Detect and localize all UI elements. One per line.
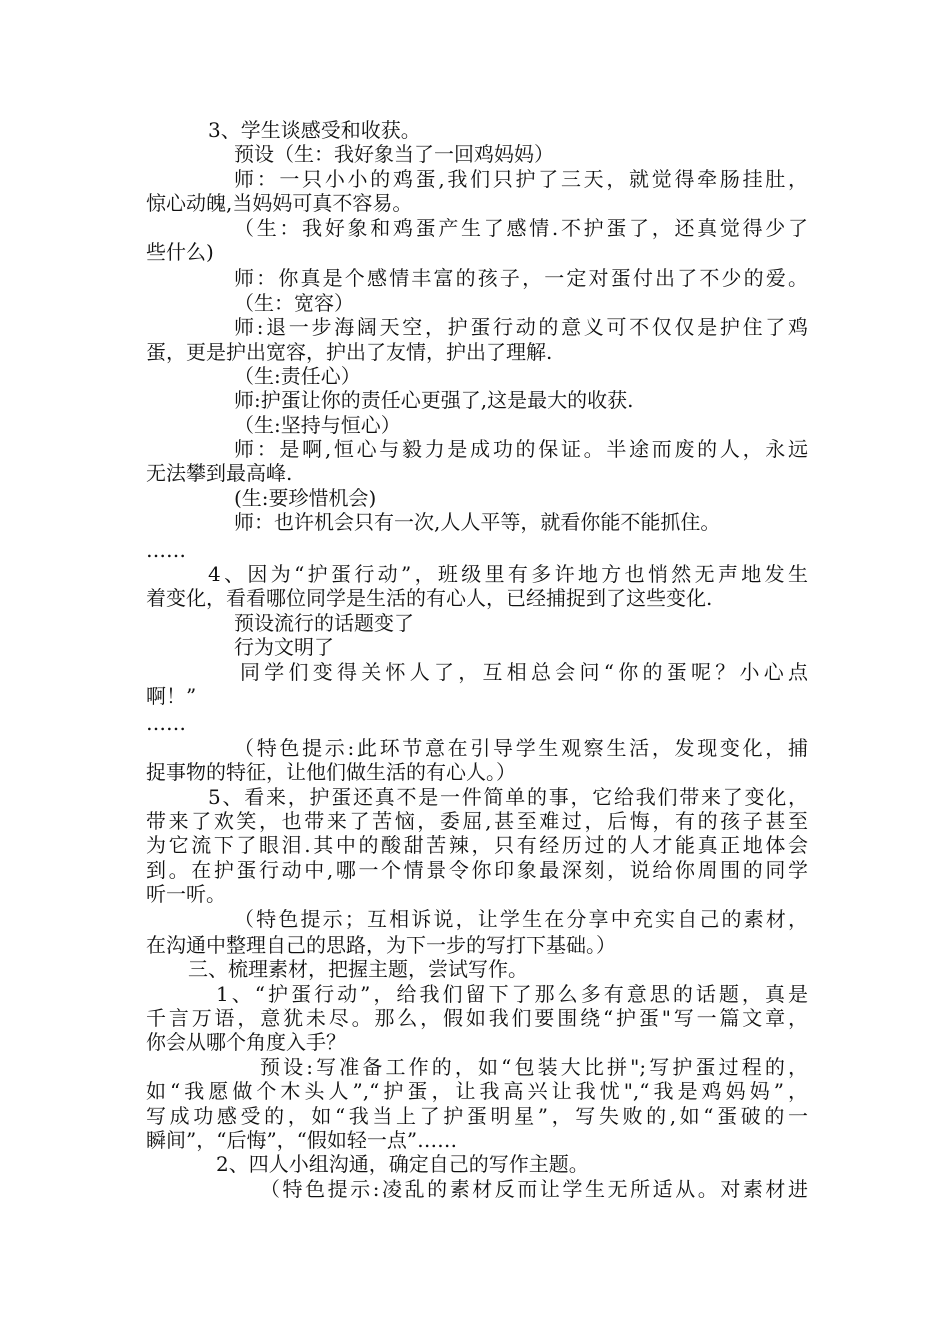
text-line: 带来了欢笑，也带来了苦恼，委屈,甚至难过，后悔，有的孩子甚至 [146,808,808,833]
text-line: 在沟通中整理自己的思路，为下一步的写打下基础。） [146,932,616,957]
text-line: （生:坚持与恒心） [234,412,401,437]
text-line: 2、四人小组沟通，确定自己的写作主题。 [216,1152,589,1177]
text-line: （特色提示:此环节意在引导学生观察生活，发现变化，捕 [234,735,808,760]
text-line: 4、因为“护蛋行动”，班级里有多许地方也悄然无声地发生 [208,562,808,587]
text-line: （特色提示:凌乱的素材反而让学生无所适从。对素材进 [260,1176,808,1201]
text-line: 千言万语，意犹未尽。那么，假如我们要围绕“护蛋"写一篇文章， [146,1006,808,1031]
text-line: 预设流行的话题变了 [234,610,414,635]
text-line: 预设:写准备工作的，如“包装大比拼";写护蛋过程的， [260,1054,808,1079]
text-line: …… [146,537,186,562]
text-line: 你会从哪个角度入手？ [146,1030,346,1055]
text-line: 同学们变得关怀人了，互相总会问“你的蛋呢？小心点 [240,659,808,684]
text-line: 为它流下了眼泪.其中的酸甜苦辣，只有经历过的人才能真正地体会 [146,833,808,858]
text-line: 5、看来，护蛋还真不是一件简单的事，它给我们带来了变化， [208,784,808,809]
text-line: 师:护蛋让你的责任心更强了,这是最大的收获. [234,388,634,413]
text-line: (生:要珍惜机会) [234,485,377,510]
text-line: 师：也许机会只有一次,人人平等，就看你能不能抓住。 [234,510,721,535]
text-line: 三、梳理素材，把握主题，尝试写作。 [188,957,528,982]
text-line: 师:退一步海阔天空，护蛋行动的意义可不仅仅是护住了鸡 [234,315,808,340]
text-line: 师：你真是个感情丰富的孩子，一定对蛋付出了不少的爱。 [234,266,808,291]
text-line: 3、学生谈感受和收获。 [208,118,421,142]
text-line: 1、“护蛋行动”，给我们留下了那么多有意思的话题，真是 [216,981,808,1006]
text-line: 听一听。 [146,882,226,907]
text-line: 些什么) [146,239,214,264]
text-line: 惊心动魄,当妈妈可真不容易。 [146,191,413,216]
text-line: 捉事物的特征，让他们做生活的有心人。） [146,760,516,785]
text-line: 无法攀到最高峰. [146,461,293,486]
text-line: （生：我好象和鸡蛋产生了感情.不护蛋了，还真觉得少了 [234,215,808,240]
text-line: 到。在护蛋行动中,哪一个情景令你印象最深刻，说给你周围的同学 [146,857,808,882]
text-line: 写成功感受的，如“我当上了护蛋明星”，写失败的,如“蛋破的一 [146,1103,808,1128]
text-line: （生：宽容） [234,290,354,315]
text-line: 如“我愿做个木头人”,“护蛋，让我高兴让我忧",“我是鸡妈妈”， [146,1079,808,1104]
text-line: …… [146,711,186,736]
text-line: 啊！” [146,683,197,708]
text-line: 瞬间”，“后悔”，“假如轻一点”…… [146,1128,458,1153]
text-line: 行为文明了 [234,635,334,660]
text-line: 预设（生：我好象当了一回鸡妈妈） [234,142,554,167]
text-line: 师：是啊,恒心与毅力是成功的保证。半途而废的人，永远 [234,437,808,462]
text-line: （生:责任心） [234,363,361,388]
text-line: 师：一只小小的鸡蛋,我们只护了三天，就觉得牵肠挂肚， [234,166,808,191]
text-line: 蛋，更是护出宽容，护出了友情，护出了理解. [146,339,553,364]
text-line: （特色提示；互相诉说，让学生在分享中充实自己的素材， [234,906,808,931]
text-line: 着变化，看看哪位同学是生活的有心人，已经捕捉到了这些变化. [146,586,713,611]
